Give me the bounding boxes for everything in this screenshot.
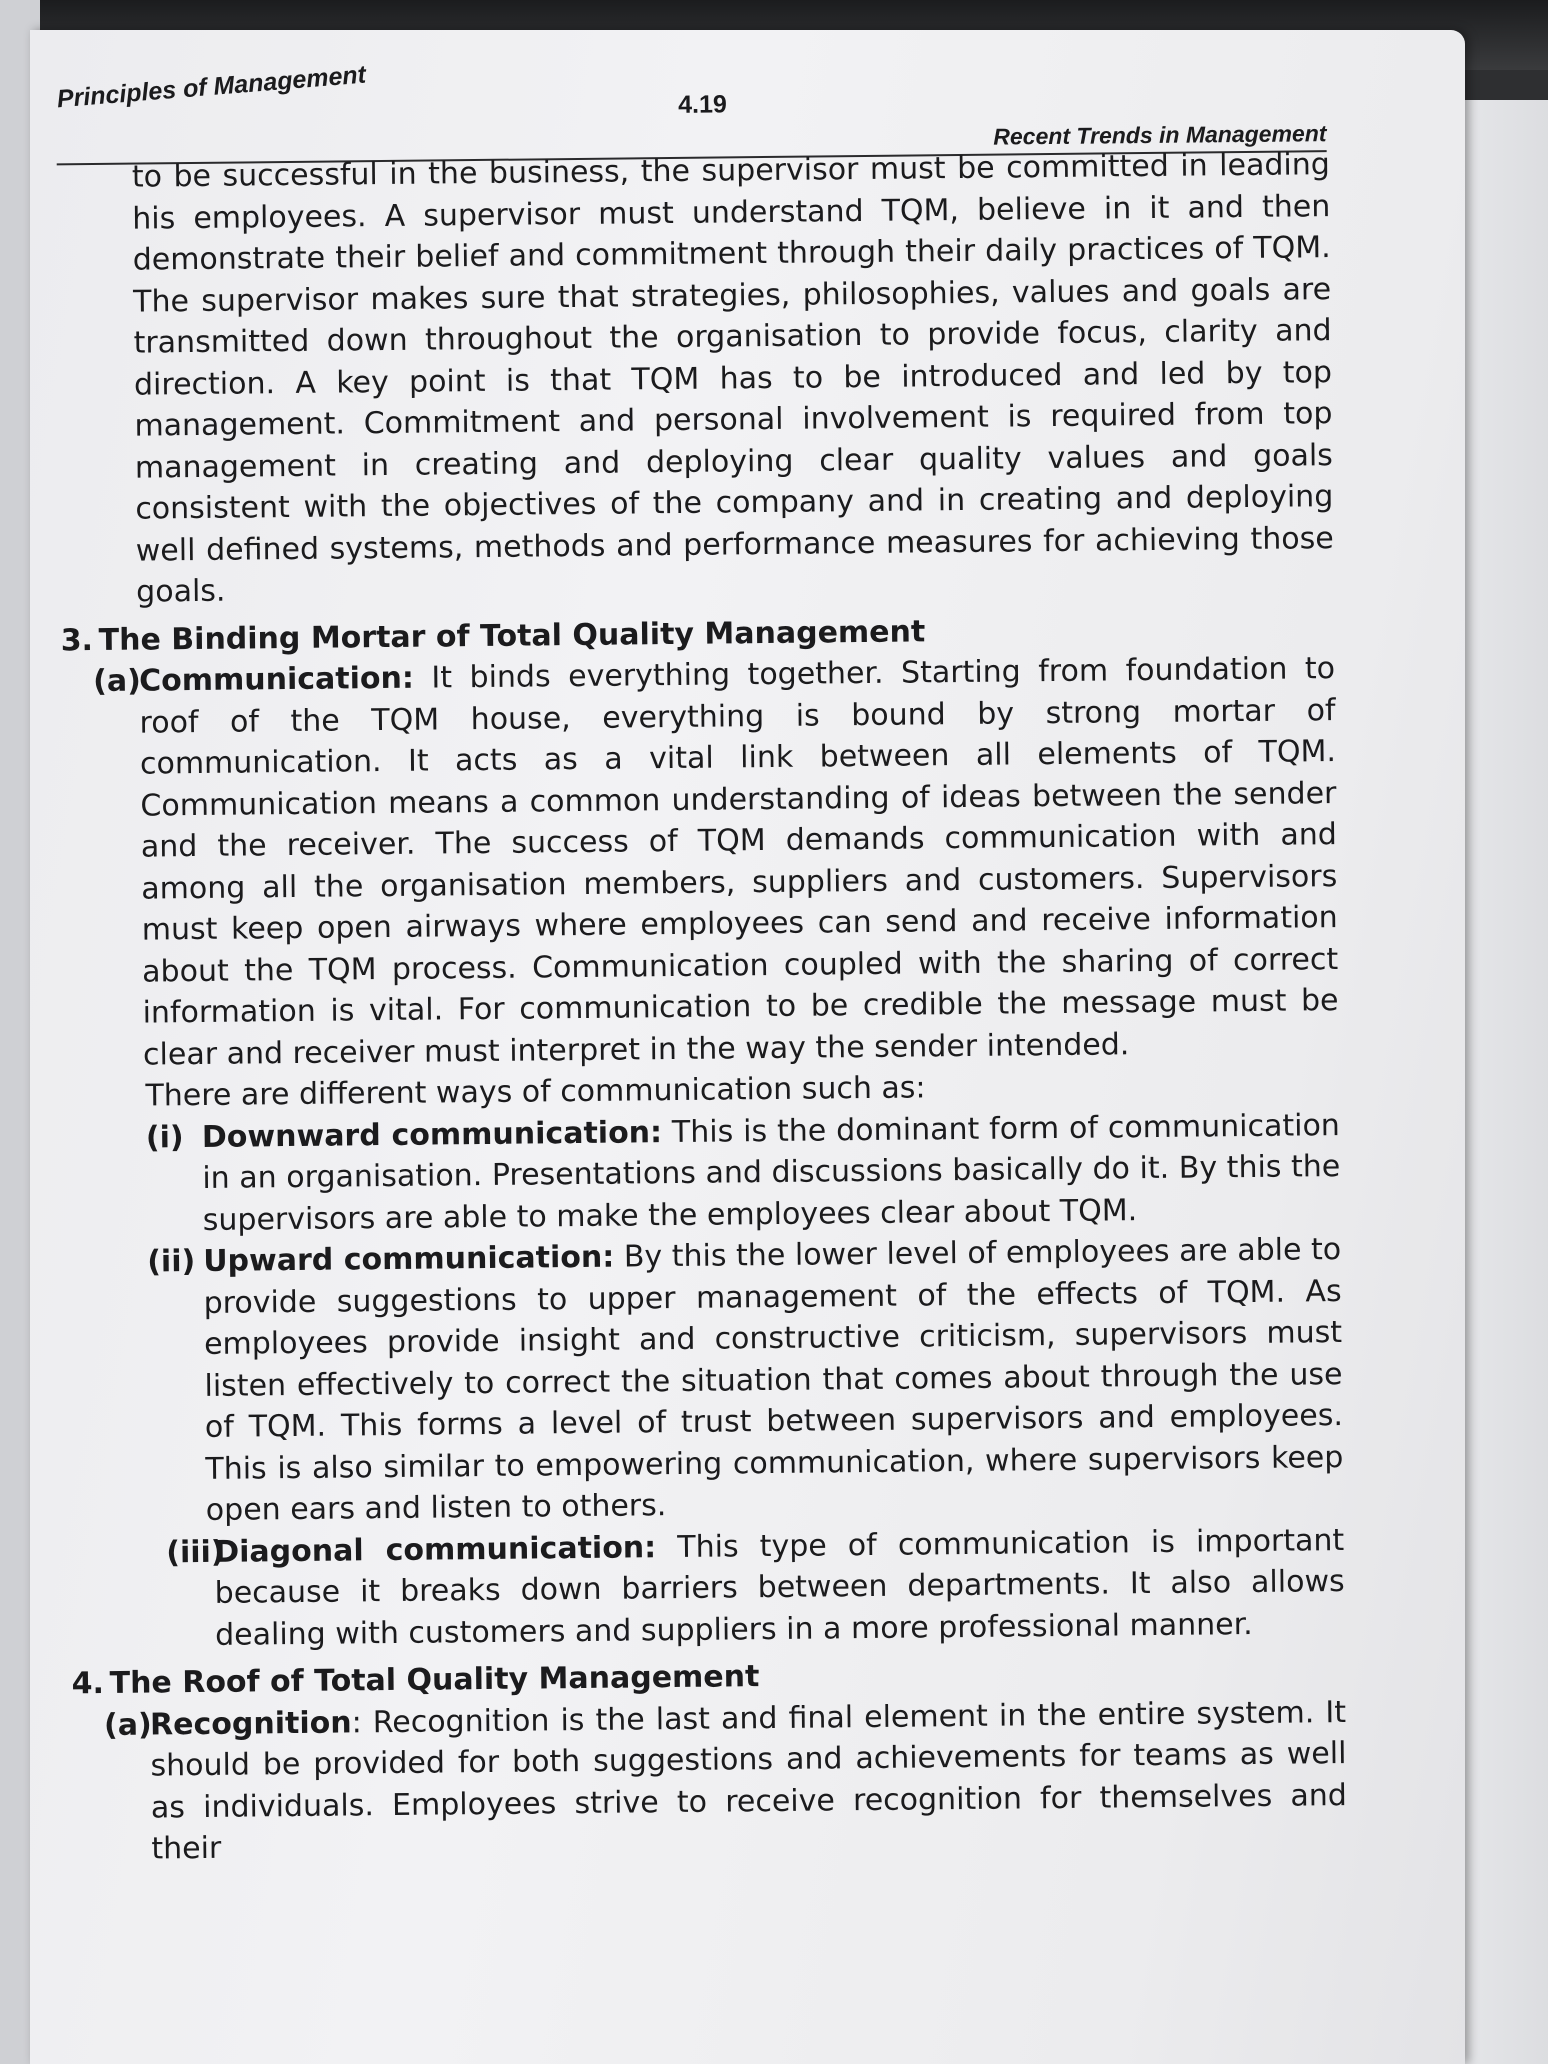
section-3-number: 3. xyxy=(60,622,94,658)
item-marker: (a) xyxy=(103,1707,152,1743)
item-text: : Recognition is the last and final element in the entire system. It should be provided for both suggestions and achievements for teams as well as individuals. Employees strive to receive recognition for themselves and their xyxy=(150,1694,1348,1867)
continuation-paragraph: to be successful in the business, the supervisor must be committed in leading his employees. A supervisor must understand TQM, believe in it and then demonstrate their belief and commitment through their daily practices of TQM. The supervisor makes sure that strategies, philosophies, values and goals are transmitted down throughout the organisation to provide focus, clarity and direction. A key point is that TQM has to be introduced and led by top management. Commitment and personal involvement is required from top management in creating and deploying clear quality values and goals consistent with the objectives of the company and in creating and deploying well defined systems, methods and performance measures for achieving those goals. xyxy=(131,147,1334,610)
downward-communication xyxy=(72,1105,1341,1243)
running-header xyxy=(56,58,1327,149)
item-text: It binds everything together. Starting from foundation to roof of the TQM house, everything is bound by strong mortar of communication. It acts as a vital link between all elements of TQM. Communication means a common understanding of ideas between the sender and the receiver. The success of TQM demands communication with and among all the organisation members, suppliers and customers. Supervisors must keep open airways where employees can send and receive information about the TQM process. Communication coupled with the sharing of correct information is vital. For communication to be credible the message must be clear and receiver must interpret in the way the sender intended. xyxy=(139,651,1339,1073)
sub-lead: Diagonal communication: xyxy=(214,1529,657,1570)
sub-lead: Upward communication: xyxy=(203,1239,615,1279)
book-title: Principles of Management xyxy=(55,60,367,114)
ways-intro: There are different ways of communication such as: xyxy=(145,1070,926,1114)
item-lead: Communication: xyxy=(138,660,415,699)
sub-marker: (ii) xyxy=(147,1244,196,1280)
sub-lead: Downward communication: xyxy=(201,1114,663,1155)
chapter-title: Recent Trends in Management xyxy=(993,120,1327,150)
item-marker: (a) xyxy=(92,663,141,700)
section-4-number: 4. xyxy=(71,1666,105,1702)
section-3-title: The Binding Mortar of Total Quality Management xyxy=(98,613,926,658)
section-4-title: The Roof of Total Quality Management xyxy=(109,1659,760,1701)
upward-communication xyxy=(73,1229,1344,1533)
sub-text: This type of communication is important because it breaks down barriers between departments. It also allows dealing with customers and suppliers in a more professional manner. xyxy=(214,1522,1345,1653)
page-number: 4.19 xyxy=(677,90,727,119)
communication-item xyxy=(67,648,1339,1076)
recognition-item xyxy=(78,1692,1348,1871)
sub-text: By this the lower level of employees are able to provide suggestions to upper management of the effects of TQM. As employees provide insight and constructive criticism, supervisors must listen effectively to correct the situation that comes about through the use of TQM. This forms a level of trust between supervisors and employees. This is also similar to empowering communication, where supervisors keep open ears and listen to others. xyxy=(203,1232,1344,1528)
sub-text: This is the dominant form of communication in an organisation. Presentations and discussions basically do it. By this the supervisors are able to make the employees clear about TQM. xyxy=(202,1107,1341,1238)
sub-marker: (i) xyxy=(145,1119,184,1156)
diagonal-communication xyxy=(76,1520,1345,1658)
item-lead: Recognition xyxy=(149,1704,352,1743)
sub-marker: (iii) xyxy=(166,1534,225,1570)
body-text xyxy=(62,144,1348,1871)
